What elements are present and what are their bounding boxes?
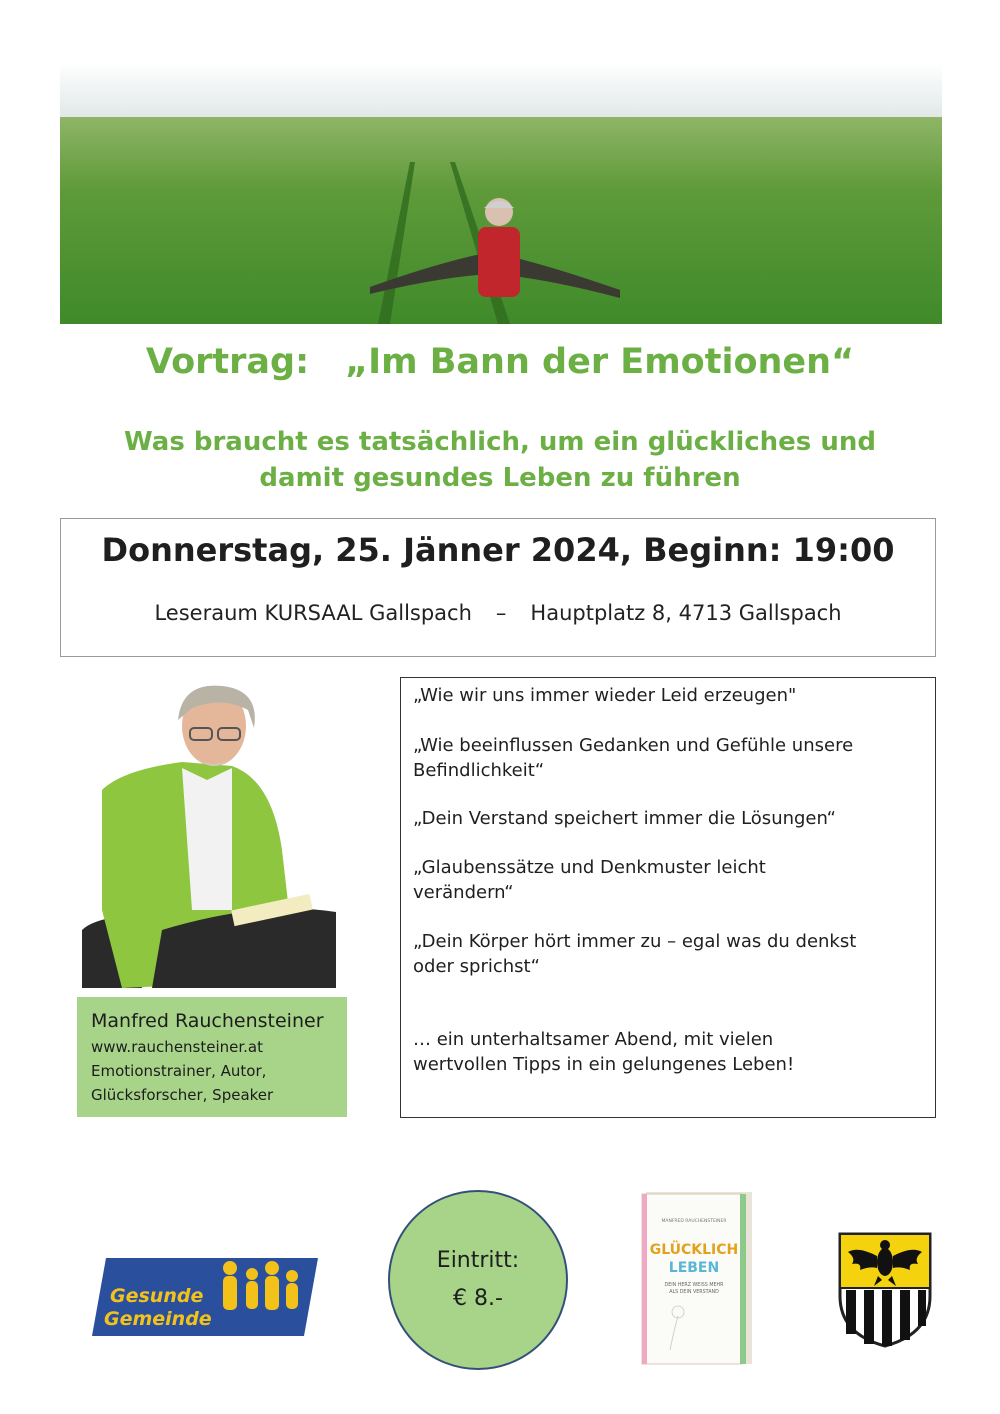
admission-price: € 8.-	[453, 1286, 503, 1311]
admission-badge	[388, 1190, 568, 1370]
event-details-box	[60, 518, 936, 657]
topics-box	[400, 677, 936, 1118]
topic-line: verändern“	[413, 882, 514, 903]
book-tagline-1: DEIN HERZ WEISS MEHR	[664, 1283, 724, 1288]
subtitle-line-2: damit gesundes Leben zu führen	[259, 463, 741, 493]
hero-field-image	[60, 62, 942, 324]
subtitle	[0, 424, 1000, 496]
page-title	[0, 342, 1000, 382]
book-tagline-2: ALS DEIN VERSTAND	[669, 1290, 719, 1295]
title-quote: „Im Bann der Emotionen“	[345, 342, 855, 382]
speaker-name: Manfred Rauchensteiner	[91, 1010, 324, 1032]
event-location	[61, 601, 935, 625]
topic-line: „Dein Körper hört immer zu – egal was du denkst	[413, 931, 857, 952]
topic-line: „Wie wir uns immer wieder Leid erzeugen"	[413, 685, 797, 706]
event-date: Donnerstag, 25. Jänner 2024, Beginn: 19:00	[101, 531, 895, 569]
title-prefix: Vortrag:	[145, 342, 310, 382]
speaker-role-1: Emotionstrainer, Autor,	[91, 1062, 267, 1080]
topic-line: oder sprichst“	[413, 956, 540, 977]
book-title-1: GLÜCKLICH	[649, 1242, 739, 1258]
subtitle-line-1: Was braucht es tatsächlich, um ein glückliches und	[124, 427, 876, 457]
closing-line: … ein unterhaltsamer Abend, mit vielen	[413, 1029, 774, 1050]
topic-line: Befindlichkeit“	[413, 760, 545, 781]
book-cover	[640, 1190, 756, 1366]
speaker-card	[77, 997, 347, 1117]
topic-line: „Wie beeinflussen Gedanken und Gefühle unsere	[413, 735, 854, 756]
topic-line: „Dein Verstand speichert immer die Lösungen“	[413, 808, 836, 829]
speaker-photo	[82, 680, 336, 988]
gesunde-gemeinde-logo	[92, 1254, 318, 1340]
event-address: Hauptplatz 8, 4713 Gallspach	[530, 601, 842, 625]
event-venue: Leseraum KURSAAL Gallspach	[154, 601, 472, 625]
gesunde-logo-text-2: Gemeinde	[104, 1308, 212, 1330]
speaker-role-2: Glücksforscher, Speaker	[91, 1086, 274, 1104]
coat-of-arms-logo	[838, 1232, 932, 1348]
location-separator: –	[495, 601, 507, 625]
gesunde-logo-text-1: Gesunde	[110, 1285, 204, 1307]
speaker-website[interactable]: www.rauchensteiner.at	[91, 1038, 264, 1056]
admission-label: Eintritt:	[436, 1248, 520, 1273]
topic-line: „Glaubenssätze und Denkmuster leicht	[413, 857, 766, 878]
book-title-2: LEBEN	[668, 1260, 720, 1276]
closing-line: wertvollen Tipps in ein gelungenes Leben!	[413, 1054, 795, 1075]
book-author: MANFRED RAUCHENSTEINER	[661, 1219, 727, 1224]
